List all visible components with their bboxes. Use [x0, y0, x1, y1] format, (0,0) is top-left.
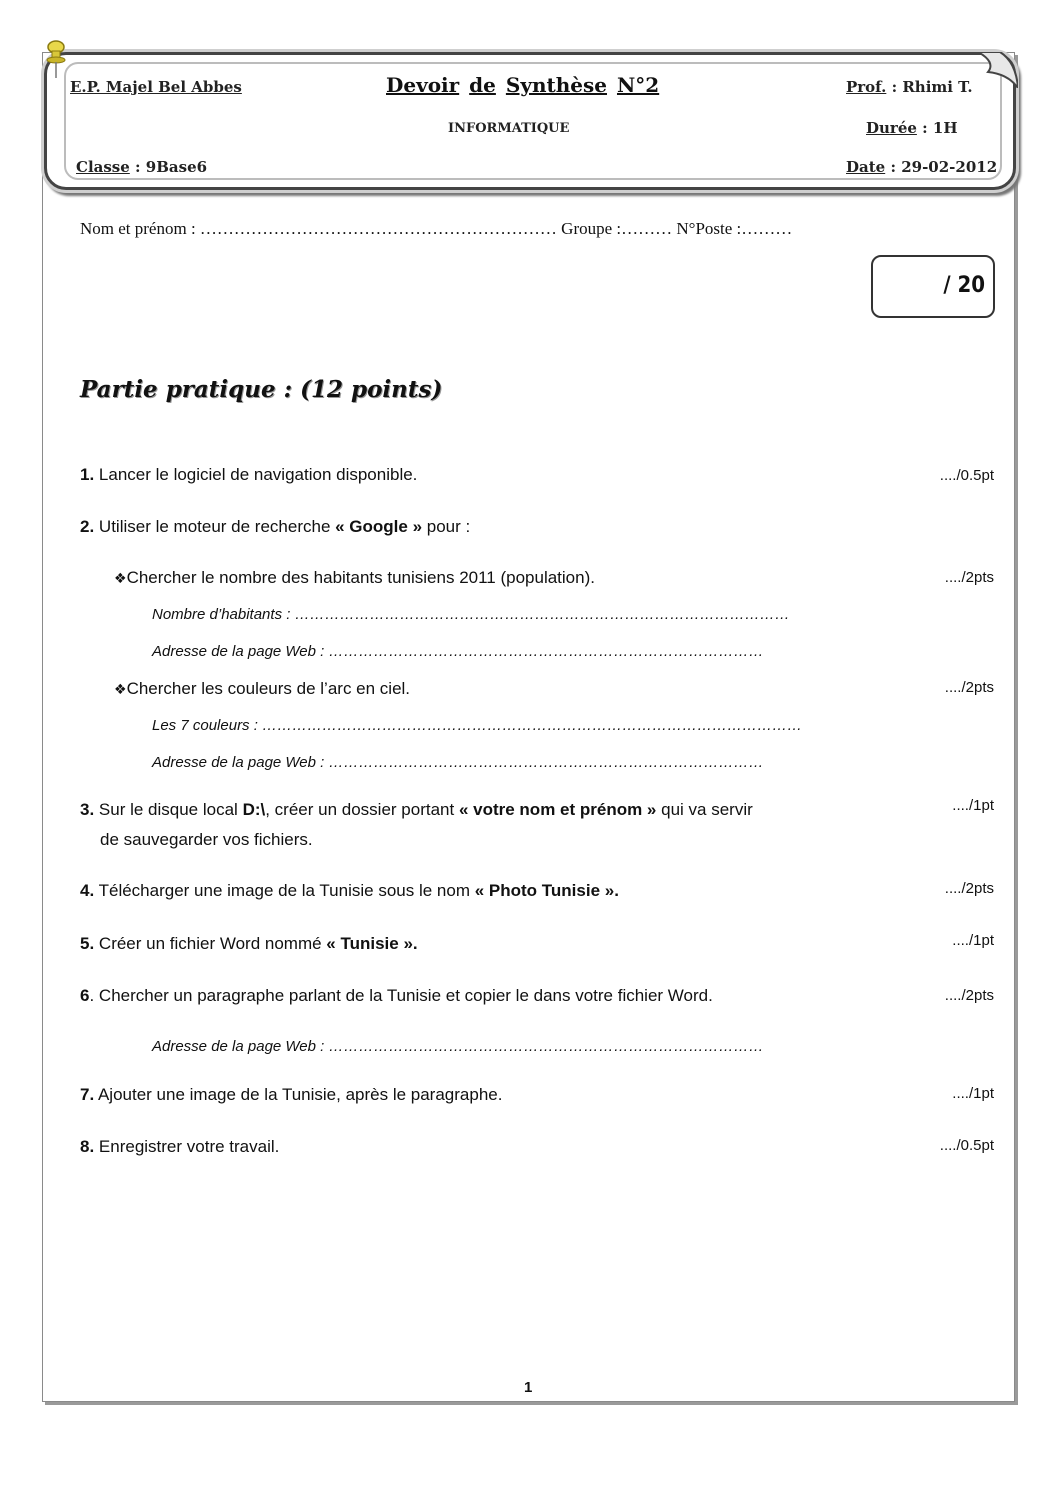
question-2b: ❖Chercher les couleurs de l’arc en ciel.: [114, 679, 411, 698]
title-word: de: [469, 73, 496, 97]
question-6: 6. Chercher un paragraphe parlant de la Tunisie et copier le dans votre fichier Word.: [80, 986, 713, 1005]
question-5: 5. Créer un fichier Word nommé « Tunisie ».: [80, 934, 418, 953]
identity-line[interactable]: Nom et prénom : ……………………………………………………… Groupe :……… N°Poste :………: [80, 219, 793, 238]
classe-field: Classe : 9Base6: [76, 158, 208, 176]
exam-title: [386, 73, 669, 97]
fill-line[interactable]: Les 7 couleurs : ………………………………………………………………………………………………: [152, 717, 803, 734]
fill-line[interactable]: Adresse de la page Web : ……………………………………………………………………………: [152, 1038, 764, 1055]
score-text: / 20: [943, 273, 985, 298]
question-7: 7. Ajouter une image de la Tunisie, après le paragraphe.: [80, 1085, 503, 1104]
points-q6: ..../2pts: [944, 987, 994, 1004]
title-word: Devoir: [386, 73, 460, 97]
fill-line[interactable]: Nombre d’habitants : ………………………………………………………………………………………: [152, 606, 790, 623]
question-1: 1. Lancer le logiciel de navigation disponible.: [80, 465, 418, 484]
duree-field: Durée : 1H: [866, 119, 958, 137]
points-q2b: ..../2pts: [944, 679, 994, 696]
points-q2a: ..../2pts: [944, 569, 994, 586]
points-q5: ..../1pt: [952, 932, 994, 949]
subject: INFORMATIQUE: [448, 121, 570, 136]
question-2: 2. Utiliser le moteur de recherche « Google » pour :: [80, 517, 471, 536]
points-q3: ..../1pt: [952, 797, 994, 814]
title-word: Synthèse: [505, 73, 607, 97]
points-q4: ..../2pts: [944, 880, 994, 897]
fill-line[interactable]: Adresse de la page Web : ……………………………………………………………………………: [152, 643, 764, 660]
school-name: E.P. Majel Bel Abbes: [70, 78, 242, 96]
points-q1: ..../0.5pt: [939, 467, 994, 484]
prof-field: Prof. : Rhimi T.: [846, 78, 973, 96]
question-8: 8. Enregistrer votre travail.: [80, 1137, 280, 1156]
date-field: Date : 29-02-2012: [846, 158, 998, 176]
bullet-icon: ❖: [114, 682, 127, 698]
page-curl-icon: [978, 52, 1018, 88]
question-2a: ❖Chercher le nombre des habitants tunisiens 2011 (population).: [114, 568, 595, 587]
section-title: Partie pratique : (12 points): [80, 376, 443, 403]
points-q7: ..../1pt: [952, 1085, 994, 1102]
title-word: N°2: [616, 73, 660, 97]
bullet-icon: ❖: [114, 571, 127, 587]
question-3-line2: de sauvegarder vos fichiers.: [100, 830, 313, 849]
fill-line[interactable]: Adresse de la page Web : ……………………………………………………………………………: [152, 754, 764, 771]
page-number: 1: [524, 1379, 533, 1396]
points-q8: ..../0.5pt: [939, 1137, 994, 1154]
pushpin-icon: [44, 40, 68, 80]
question-3: 3. Sur le disque local D:\, créer un dossier portant « votre nom et prénom » qui va servir: [80, 800, 753, 819]
question-4: 4. Télécharger une image de la Tunisie sous le nom « Photo Tunisie ».: [80, 881, 619, 900]
score-box: [871, 255, 995, 318]
